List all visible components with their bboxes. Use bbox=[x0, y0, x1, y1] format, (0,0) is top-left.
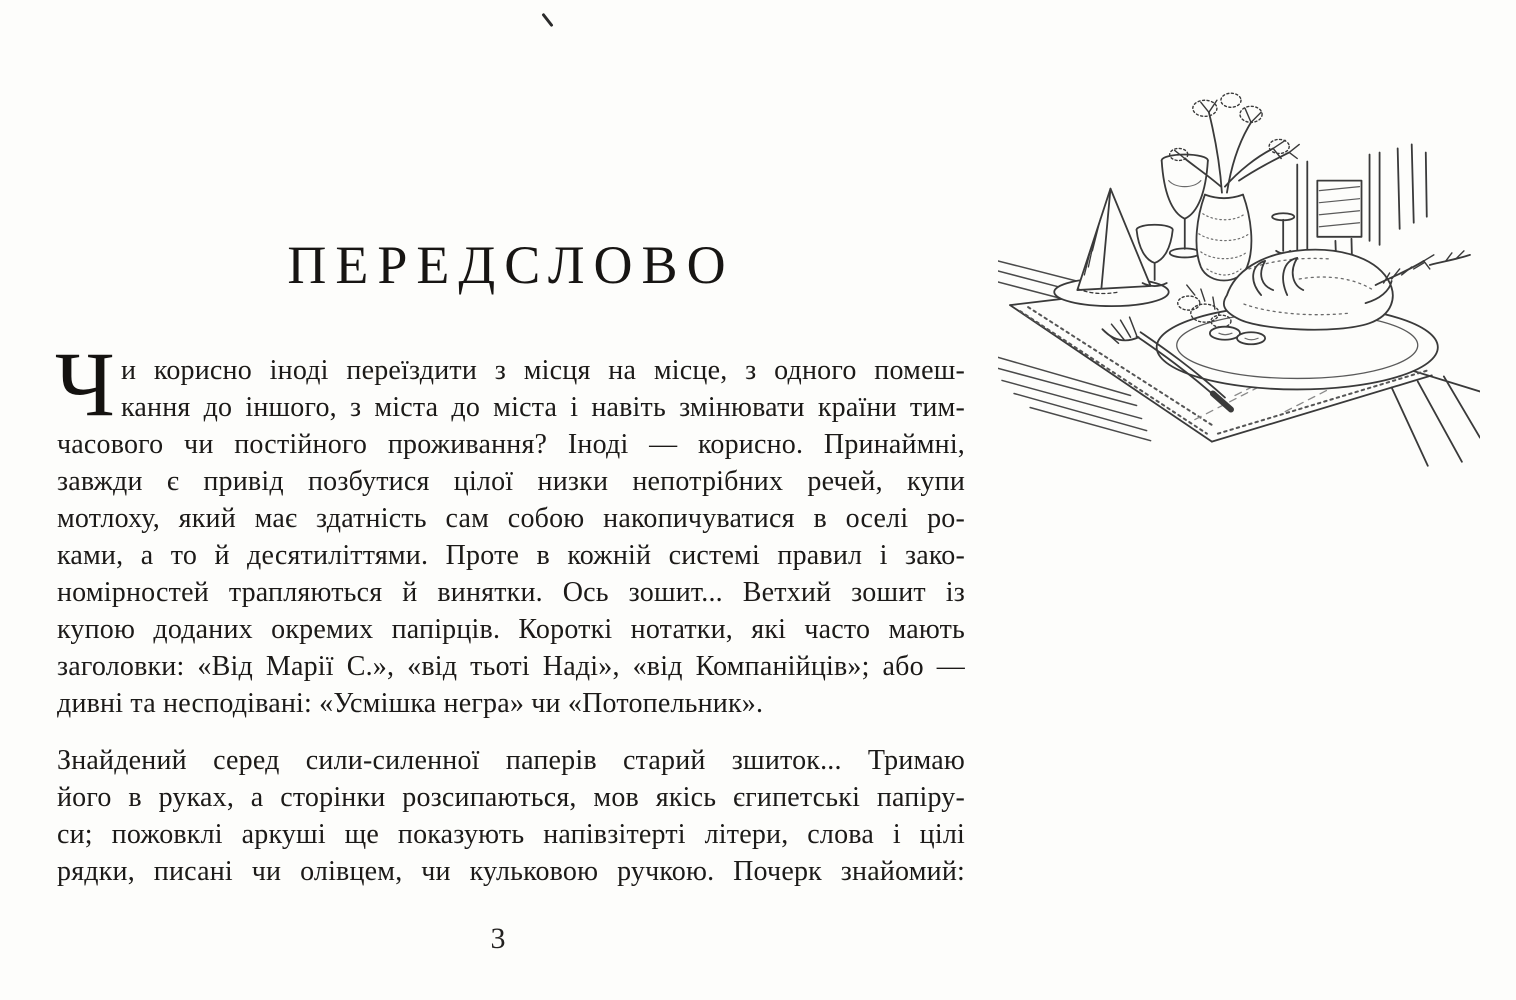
text-line: кання до іншого, з міста до міста і навіть змінювати країни тим- bbox=[121, 392, 965, 423]
paragraph-1 bbox=[55, 333, 965, 722]
garnish-sprig-right bbox=[1376, 251, 1470, 285]
text-line: и корисно іноді переїздити з місця на місце, з одного помеш- bbox=[121, 355, 965, 386]
text-line: його в руках, а сторінки розсипаються, мов якісь єгипетські папіру- bbox=[57, 782, 965, 813]
text-line: часового чи постійного проживання? Іноді — корисно. Принаймні, bbox=[57, 429, 965, 460]
text-line: завжди є привід позбутися цілої низки непотрібних речей, купи bbox=[57, 466, 965, 497]
text-line: купою доданих окремих папірців. Короткі нотатки, які часто мають bbox=[57, 614, 965, 645]
text-line: Знайдений серед сили-силенної паперів старий зшиток... Тримаю bbox=[57, 745, 965, 776]
text-line: ками, а то й десятиліттями. Проте в кожній системі правил і зако- bbox=[57, 540, 965, 571]
text-line: мотлоху, який має здатність сам собою накопичуватися в оселі ро- bbox=[57, 503, 965, 534]
text-line: си; пожовклі аркуші ще показують напівзітерті літери, слова і цілі bbox=[57, 819, 965, 850]
text-line: рядки, писані чи олівцем, чи кульковою ручкою. Почерк знайомий: bbox=[57, 856, 965, 887]
table-setting-illustration bbox=[998, 88, 1480, 470]
candlestick bbox=[1272, 213, 1294, 253]
drop-cap-letter: Ч bbox=[55, 333, 115, 435]
text-line: заголовки: «Від Марії С.», «від тьоті Наді», «від Компанійців»; або — bbox=[57, 651, 965, 682]
table-setting-sketch-svg bbox=[998, 88, 1480, 470]
text-line: номірностей трапляються й винятки. Ось зошит... Ветхий зошит із bbox=[57, 577, 965, 608]
drop-cap bbox=[55, 333, 121, 435]
vase bbox=[1196, 195, 1251, 281]
page-number: 3 bbox=[490, 922, 506, 955]
page-title: ПЕРЕДСЛОВО bbox=[287, 235, 735, 296]
scan-artifact-mark bbox=[541, 13, 553, 27]
text-line: дивні та несподівані: «Усмішка негра» чи «Потопельник». bbox=[57, 688, 764, 719]
paragraph-2 bbox=[57, 742, 965, 890]
